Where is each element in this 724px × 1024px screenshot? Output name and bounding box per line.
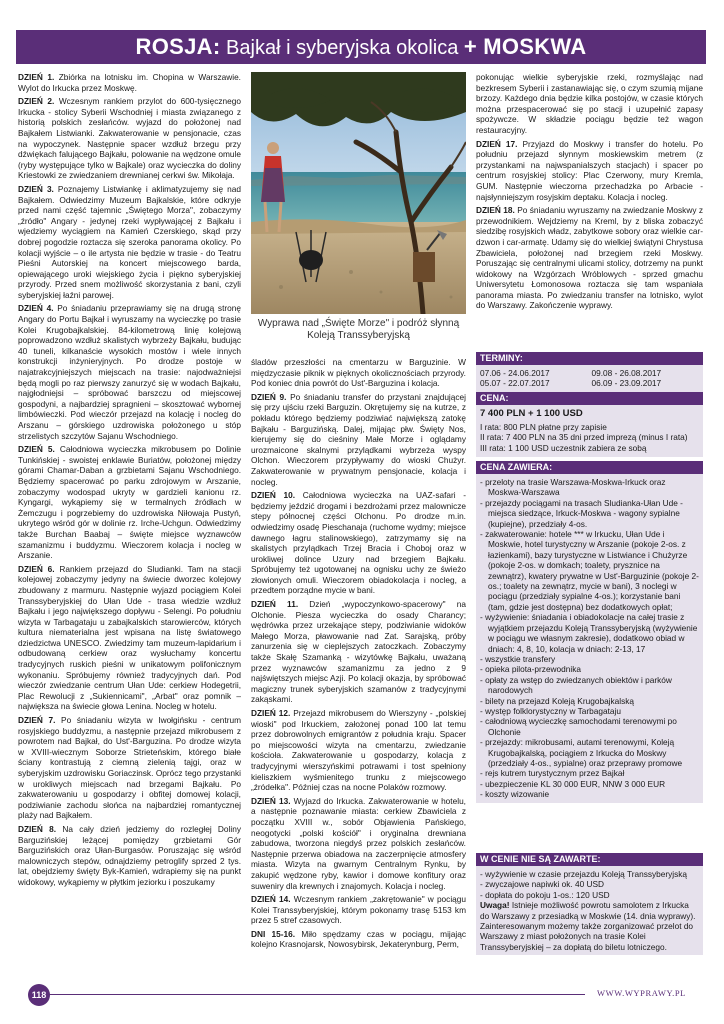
- price-body: [476, 405, 703, 457]
- day-paragraph: [18, 444, 241, 561]
- day-label: DZIEŃ 12.: [251, 708, 291, 718]
- day-paragraph: [476, 139, 703, 203]
- day-label: DZIEŃ 5.: [18, 444, 55, 455]
- day-text: Przyjazd do Moskwy i transfer do hotelu. Po południu przejazd słynnym moskiewskim metrem (z przystankami na najwspanialszych stacjach) i spacer po centrum rosyjskiej stolicy: Plac Czerwony, mury Kremla, GUM. Następnie wieczorna przechadzka po Arbacie - najsłynniejszym rosyjskim deptaku. Kolacja i nocleg.: [476, 138, 703, 202]
- day-label: DZIEŃ 6.: [18, 563, 55, 574]
- day-paragraph: [251, 490, 466, 596]
- note-label: Uwaga!: [480, 900, 510, 911]
- day-label: DZIEŃ 14.: [251, 894, 291, 905]
- list-item: - wszystkie transfery: [480, 653, 556, 664]
- page-number: 118: [28, 984, 50, 1006]
- day-paragraph: [251, 599, 466, 705]
- excluded-heading: W CENIE NIE SĄ ZAWARTE:: [476, 853, 703, 866]
- day-label: DZIEŃ 4.: [18, 303, 54, 314]
- term-date: 06.09 - 23.09.2017: [591, 378, 662, 389]
- price-installment: I rata: 800 PLN płatne przy zapisie: [480, 421, 607, 432]
- day-paragraph: [18, 715, 241, 821]
- excluded-box: [476, 853, 703, 955]
- excluded-body: [476, 866, 703, 955]
- day-text: Zbiórka na lotnisku im. Chopina w Warszawie. Wylot do Irkucka przez Moskwę.: [18, 72, 241, 93]
- term-date: 07.06 - 24.06.2017: [480, 368, 550, 378]
- price-installment: II rata: 7 400 PLN na 35 dni przed imprezą (minus I rata): [480, 432, 688, 443]
- day-text: Po śniadaniu wizyta w Iwołgińsku - centrum rosyjskiego buddyzmu, a następnie przejazd mikrobusem z powrotem nad Bajkał, do Ust'-Barguzina. Po drodze wizyta w XVIII-wiecznym Soborze Strieteńskim, którego białe ściany kontrastują z ciemną zielenią tajgi, oraz w syberyjskim uzdrowisku Goriaczinsk. Oprócz tego przystanki w urokliwych miejscach nad brzegami Bajkału. Po zakwaterowaniu u gospodarzy i obfitej domowej kolacji, podziwianie zachodu słońca na najbardziej romantycznej plaży nad Bajkałem.: [18, 715, 241, 821]
- list-item: - rejs kutrem turystycznym przez Bajkał: [480, 768, 625, 779]
- included-box: [476, 461, 703, 803]
- day-label: DZIEŃ 7.: [18, 715, 56, 726]
- day-text: Wczesnym rankiem przylot do 600-tysięcznego Irkucka - stolicy Syberii Wschodniej i miasta związanego z historią polskich zesłańców. wyjazd do położonej nad Bajkałem Listwianki. Zakwaterowanie w pensjonacie, czas na wypoczynek. Następnie spacer wzdłuż brzegu przy dźwiękach falującego Bajkału, polowanie na wędzone omule (ryby występujące tylko w Bajkale) oraz wycieczka do doliny Kriestowki ze zwiedzaniem drewnianej cerkwi św. Mikołaja.: [18, 96, 242, 181]
- day-paragraph: [251, 392, 466, 487]
- day-paragraph: [251, 708, 466, 793]
- day-text: Poznajemy Listwiankę i aklimatyzujemy się nad Bajkałem. Odwiedzimy Muzeum Bajkalskie, które odkryje przed nami część tajemnic „Świętego Morza", zobaczymy „źródło" Angary - jedynej rzeki wypływającej z Bajkału i wjedziemy wyciągiem na Kamień Czerskiego, skąd przy dobrej pogodzie roztacza się szeroka panorama okolicy. Po kolacji wyjście – o ile artysta nie będzie w trasie - do Teatru Pieśni Autorskiej na koncert miejscowego barda, opiewającego uroki wiejskiego życia i piękno syberyjskiej przyrody. Przed snem możliwość skorzystania z bani, czyli syberyjskiej łaźni parowej.: [18, 183, 241, 300]
- page-title-banner: [16, 30, 706, 64]
- day-label: DZIEŃ 17.: [476, 138, 518, 149]
- list-item: - przejazdy pociągami na trasach Sludianka-Ułan Ude - miejsca siedzące, Irkuck-Moskwa - wagony sypialne (kupiejne), przedziały 4-os.: [480, 497, 683, 529]
- title-plus: +: [463, 34, 477, 59]
- list-item: - przejazdy: mikrobusami, autami terenowymi, Koleją Krugobajkalską, pociągiem z Irkucka do Moskwy (przedziały 4-os., sypialne) oraz przeprawy promowe: [480, 737, 683, 768]
- day-text: pokonując wielkie syberyjskie rzeki, rozmyślając nad bezkresem Syberii i zastanawiając się, o czym szumią mijane brzozy. Każdego dnia będzie kilka postojów, w czasie których można przespacerować się po stacji i uzupełnić zapasy spożywcze. W składzie pociągu będzie też wagon restauracyjny.: [476, 72, 703, 135]
- day-label: DZIEŃ 18.: [476, 205, 515, 216]
- day-paragraph: [476, 205, 703, 311]
- day-text: Po śniadaniu wyruszamy na zwiedzanie Moskwy z przewodnikiem. Wejdziemy na Kreml, by z bliska zobaczyć siedzibę rosyjskich władz, zabytkowe sobory oraz wielkie car-dzwon i car-armatę. Udamy się do wielkiej świątyni Chrystusa Zbawiciela, położonej nad brzegiem rzeki Moskwy. Poruszając się centralnymi ulicami stolicy, dotrzemy na punkt widokowy na Wzgórzach Wróblowych - sprzed gmachu Uniwersytetu Łomonosowa roztacza się tam wspaniała panorama miasta. Po zwiedzaniu transfer na lotnisko, wylot do Warszawy. Zakończenie wyprawy.: [476, 205, 703, 311]
- day-paragraph: [476, 72, 703, 136]
- list-item: - przeloty na trasie Warszawa-Moskwa-Irkuck oraz Moskwa-Warszawa: [480, 477, 666, 498]
- price-heading: CENA:: [476, 392, 703, 405]
- excluded-note: [480, 900, 699, 952]
- day-paragraph: [251, 796, 466, 891]
- day-label: DZIEŃ 3.: [18, 183, 54, 194]
- day-paragraph: [18, 184, 241, 301]
- itinerary-middle-column: [251, 357, 466, 1002]
- list-item: - dopłata do pokoju 1-os.: 120 USD: [480, 889, 610, 900]
- included-list: [480, 477, 699, 800]
- lake-photo-illustration: [251, 72, 466, 314]
- list-item: - zakwaterowanie: hotele *** w Irkucku, Ułan Ude i Moskwie, hotel turystyczny w Arszanie (pokoje 2-os. z łazienkami), bazy turystyczne w Listwiance i Chużyrze (pokoje 2-os. w domkach; toalety, prysznice na zewnątrz), kwatery prywatne w Ust'-Barguzinie (pokoje 2-os.; toalety na zewnątrz, mycie w bani), 3 noclegi w pociągu (przedziały sypialne 4-os.); korzystanie bani (tam, gdzie jest dostępna) bez dodatkowych opłat;: [480, 529, 699, 612]
- footer-url[interactable]: WWW.WYPRAWY.PL: [597, 988, 686, 998]
- title-city: MOSKWA: [476, 34, 587, 59]
- list-item: - bilety na przejazd Koleją Krugobajkalską: [480, 695, 635, 706]
- day-paragraph: [251, 894, 466, 926]
- title-subtitle: Bajkał i syberyjska okolica: [220, 37, 464, 59]
- terms-heading: TERMINY:: [476, 352, 703, 365]
- day-text: Miło spędzamy czas w pociągu, mijając kolejno Krasnojarsk, Nowosybirsk, Jekaterynburg, Perm,: [251, 928, 466, 950]
- list-item: - całodniową wycieczkę samochodami terenowymi po Olchonie: [480, 716, 677, 737]
- photo-caption: Wyprawa nad „Święte Morze" i podróż słynną Koleją Transsyberyjską: [257, 318, 460, 341]
- day-paragraph: [251, 929, 466, 950]
- day-text: Po śniadaniu przeprawiamy się na drugą stronę Angary do Portu Bajkał i wyruszamy na wycieczkę po trasie Kolei Krugobajkalskiej. 84-kilometrową linię kolejową poprowadzono wzdłuż skalistych wybrzeży Bajkału, budując 40 tuneli, kilkanaście wysokich mostów i wiele innych konstrukcji inżynieryjnych. Po drodze postoje w najatrakcyjniejszych miejscach na trasie: najodważniejsi będą mogli po raz pierwszy zanurzyć się w wodach Bajkału, najgłodniejsi – spróbować barszczu od miejscowej gospodyni, a najbardziej spragnieni – skosztować wybornej limbówieczki. Pod wieczór przejazd na kolację i nocleg do Arszanu – górskiego uzdrowiska położonego u stóp strzelistych szczytów Sajanu Wschodniego.: [18, 303, 241, 441]
- day-text: Na cały dzień jedziemy do rozległej Doliny Barguzińskiej leżącej pomiędzy grzbietami Gór Barguzińskich oraz Ułan-Burgasów. Poruszając się wśród malowniczych stepów, odnajdziemy petroglify sprzed 2 tys. lat, obejdziemy święty Byk-Kamień, wdrapiemy się na punkt widokowy, wykąpiemy w płytkim jeziorku i poszukamy: [18, 823, 241, 887]
- included-heading: CENA ZAWIERA:: [476, 461, 703, 474]
- day-text: Przejazd mikrobusem do Wierszyny - „polskiej wioski" pod Irkuckiem, założonej ponad 100 lat temu przez dobrowolnych emigrantów z południa kraju. Spacer po miejscowości wizyta na cmentarzu, zwiedzanie kościoła. Zakwaterowanie u gospodarzy, kolacja z tradycyjnymi wierszyńskimi potrawami i tost spełniony kieliszkiem wyśmienitego trunku z miejscowego „źródełka". Później czas na nocne Polaków rozmowy.: [251, 708, 466, 793]
- day-label: DZIEŃ 2.: [18, 96, 55, 107]
- day-label: DZIEŃ 1.: [18, 72, 55, 82]
- lake-photo: [251, 72, 466, 314]
- day-label: DNI 15-16.: [251, 928, 296, 939]
- day-text: Całodniowa wycieczka na UAZ-safari - będziemy jeździć drogami i bezdrożami przez malownicze stepy północnej części Olchonu. Po drodze m.in. odwiedzimy osadę Pieschanaja (ruchome wydmy; miejsce dawnego łagru stalinowskiego), zatrzymamy się na skalistych przylądkach Trzej Bracia i Choboj oraz w urokliwej dolince Uzury nad brzegiem Bajkału. Spróbujemy też ugotowanej na ognisku uchy ze świeżo złowionych omuli. Wieczorem obiadokolacja i nocleg, a przedtem porządne mycie w bani.: [251, 490, 467, 596]
- excluded-list: [480, 869, 699, 900]
- day-label: DZIEŃ 9.: [251, 391, 287, 402]
- list-item: - ubezpieczenie KL 30 000 EUR, NNW 3 000 EUR: [480, 778, 666, 789]
- day-paragraph: [251, 357, 466, 389]
- day-paragraph: [18, 564, 241, 712]
- day-text: Rankiem przejazd do Sludianki. Tam na stacji kolejowej zobaczymy jedyny na świecie dworzec kolejowy zbudowany z marmuru. Następnie wyjazd pociągiem Kolei Transsyberyjskiej do Ułan Ude - trasa wiedzie wzdłuż Bajkału i jego największego dopływu - Selengi. Po południu wizyta w Tarbagataju u zabajkalskich starowierców, których kultura niematerialna jest wpisana na listę światowego dziedzictwa UNESCO. Zwiedzimy tam muzeum-lapidarium i odbudowaną cerkiew oraz wysłuchamy koncertu tradycyjnych ruskich pieśni w unikatowym polifonicznym wykonaniu. Spróbujemy również tradycyjnych dań. Pod wieczór zwiedzanie centrum Ułan Ude: cerkiew Hodegetrii, Plac Rewolucji z „Sukiennicami", „Arbat" oraz pomnik – największa na świecie głowa Lenina. Nocleg w hotelu.: [18, 563, 241, 712]
- list-item: - opieka pilota-przewodnika: [480, 664, 582, 675]
- day-label: DZIEŃ 13.: [251, 795, 291, 806]
- list-item: - opłaty za wstęp do zwiedzanych obiektów i parków narodowych: [480, 674, 672, 696]
- day-text: Po śniadaniu transfer do przystani znajdującej się przy ujściu rzeki Barguzin. Okrętujemy się na kutrze, z pokładu którego będziemy podziwiać największą zatokę Bajkału - Barguzińską. Dalej, mijając płw. Święty Nos, kierujemy się do cieśniny Małe Morze i oglądamy urozmaicone skalnymi przylądkami wybrzeża wyspy Olchon. Wieczorem przypływamy do wioski Chużyr. Zakwaterowanie w prywatnym pensjonacie, kolacja i nocleg.: [251, 391, 466, 487]
- itinerary-right-column: [476, 72, 703, 352]
- day-label: DZIEŃ 11.: [251, 599, 299, 610]
- list-item: - wyżywienie w czasie przejazdu Koleją Transsyberyjską: [480, 869, 688, 879]
- included-body: [476, 474, 703, 803]
- day-label: DZIEŃ 8.: [18, 823, 57, 834]
- day-paragraph: [18, 303, 241, 441]
- day-paragraph: [18, 824, 241, 888]
- title-country: ROSJA:: [135, 34, 221, 59]
- note-text: Istnieje możliwość powrotu samolotem z Irkucka do Warszawy z przesiadką w Moskwie (14. dnia wyprawy). Zainteresowanym możemy także zorganizować przelot do Warszawy z miast położonych na trasie Kolei Transsyberyjskiej – za dopłatą do biletu lotniczego.: [480, 900, 696, 952]
- itinerary-left-column: [18, 72, 241, 1002]
- terms-dates: [476, 365, 703, 392]
- day-text: Wczesnym rankiem „zakrętowanie" w pociągu Kolei Transsyberyjskiej, którym pokonamy trasę 5153 km przez 5 stref czasowych.: [251, 894, 467, 926]
- list-item: - występ folklorystyczny w Tarbagataju: [480, 705, 621, 716]
- day-paragraph: [18, 96, 241, 181]
- list-item: - wyżywienie: śniadania i obiadokolacje na całej trasie z wyjątkiem przejazdu Koleją Transsyberyjską (wyżywienie w pociągu we własnym zakresie), dodatkowo obiad w dniach: 4, 8, 10, kolacja w dniach: 2-13, 17: [480, 612, 698, 654]
- day-text: Wyjazd do Irkucka. Zakwaterowanie w hotelu, a następnie poznawanie miasta: cerkiew Zbawiciela z początku XVIII w., sobór Objawienia Pańskiego, neogotycki „polski kościół" i oryginalna drewniana zabudowa, tworzona niegdyś przez polskich zesłańców. Następnie przerwa obiadowa na zaczerpnięcie atmosfery miasta. Wizyta na gwarnym Centralnym Rynku, by zakupić wędzone ryby, kawior i domowe konfitury oraz suweniry dla krewnych i znajomych. Kolacja i nocleg.: [251, 795, 466, 891]
- price-main: 7 400 PLN + 1 100 USD: [480, 407, 583, 419]
- list-item: - koszty wizowanie: [480, 789, 550, 800]
- day-text: Dzień „wypoczynkowo-spacerowy" na Olchonie. Piesza wycieczka do osady Charancy; wędrówka przez urzekające stepy, podziwianie widoków Małego Morza, pławowanie nad Zat. Sarajską, próby zanurzenia się w cieplejszych zatoczkach. Zobaczymy także Skałę Szamanką - wizytówkę Bajkału, uważaną przez wyznawców szamanizmu za jedno z 9 najświętszych miejsc Azji. Po kolacji okazja, by spróbować magiczny trunek syberyjskich szamanów z tradycyjnymi zakąskami.: [251, 599, 466, 705]
- day-text: śladów przeszłości na cmentarzu w Barguzinie. W międzyczasie piknik w pięknych okolicznościach przyrody. Pod koniec dnia powrót do Ust'-Barguzina i kolacja.: [251, 357, 466, 389]
- day-text: Całodniowa wycieczka mikrobusem po Dolinie Tunkińskiej - swoistej enklawie Buriatów, położonej między górami Chamar-Daban a grzbietami Sajanu Wschodniego. Będziemy spacerować po parku zdrojowym w Arszanie, zobaczymy wodospad ukryty w gardzieli kanionu rz. Kyngargi, wykąpiemy się w termalnych źródłach w Żemczugu i pogrzebiemy do uzdrowiska Niłowaja Pustyń, ukrytego wśród gór w dolinie rz. Irche-Uchgun. Odwiedzimy także Burchan Baabaj – święte miejsce wyznawców szamanizmu i buddyzmu. Wieczorem kolacja i nocleg w Arszanie.: [18, 444, 241, 561]
- footer-divider: [40, 994, 585, 995]
- list-item: - zwyczajowe napiwki ok. 40 USD: [480, 879, 605, 890]
- term-date: 09.08 - 26.08.2017: [591, 368, 662, 378]
- price-installment: III rata: 1 100 USD uczestnik zabiera ze sobą: [480, 442, 647, 453]
- day-paragraph: [18, 72, 241, 93]
- day-label: DZIEŃ 10.: [251, 490, 296, 501]
- term-date: 05.07 - 22.07.2017: [480, 378, 550, 389]
- terms-box: [476, 352, 703, 457]
